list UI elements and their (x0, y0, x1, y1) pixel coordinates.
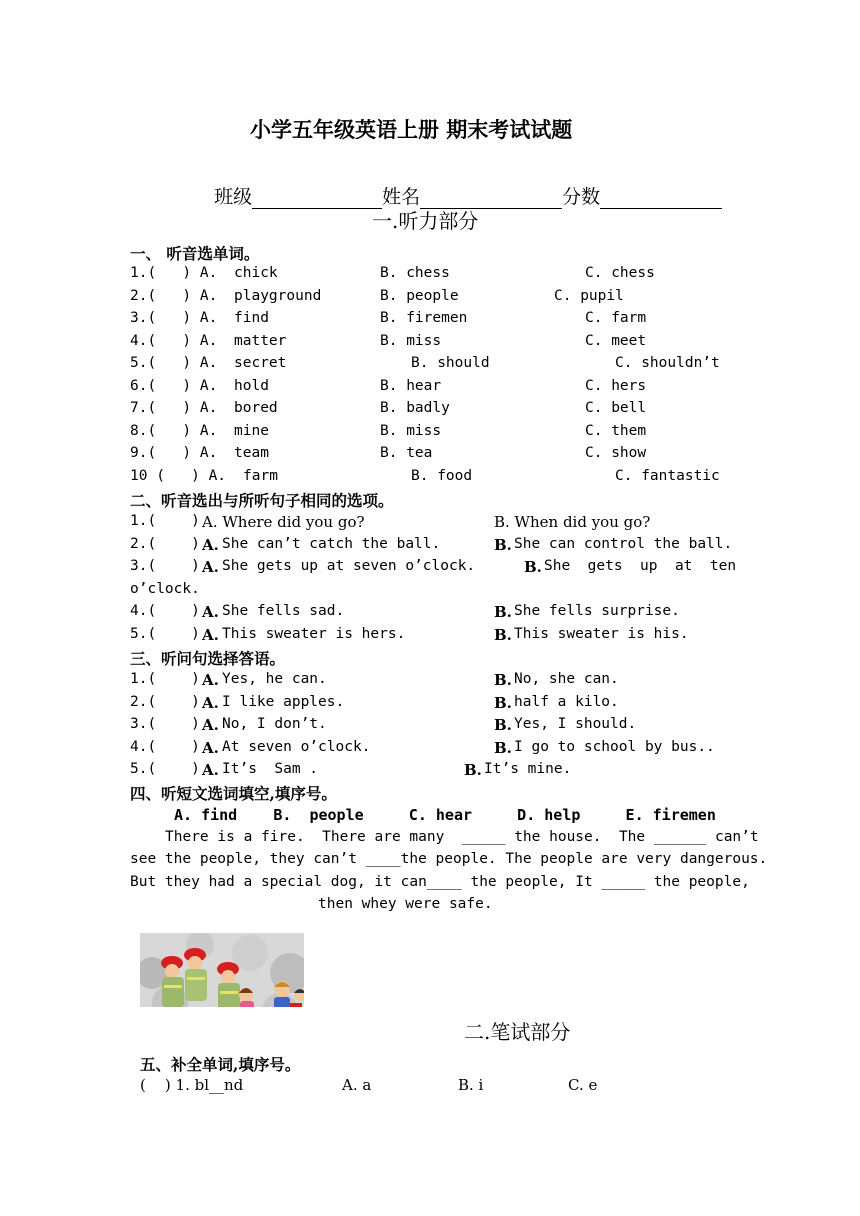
firemen-illustration-image (140, 933, 304, 1007)
word-options: A. find B. people C. hear D. help E. firemen (174, 806, 716, 824)
info-line (202, 160, 722, 209)
option-b: B. miss (380, 423, 442, 439)
option-c: C. fantastic (615, 468, 720, 484)
option-b: She can control the ball. (514, 536, 733, 552)
question-number: ( ) 1. bl__nd (140, 1076, 244, 1094)
option-b: I go to school by bus.. (514, 739, 715, 755)
sec4-heading: 四、听短文选词填空,填序号。 (130, 784, 337, 803)
option-b-letter: B. (494, 626, 512, 644)
option-a-letter: A. (202, 626, 219, 644)
option-a-letter: A. (202, 694, 219, 712)
option-c: C. them (585, 423, 647, 439)
option-a: Yes, he can. (222, 671, 327, 687)
option-a: chick (234, 265, 278, 281)
option-b-letter: B. (494, 671, 512, 689)
option-b-letter: B. (464, 761, 482, 779)
option-a-letter: A. (202, 536, 219, 554)
question-number: 3.( ) (130, 716, 200, 732)
option-a: team (234, 445, 269, 461)
option-a: At seven o’clock. (222, 739, 371, 755)
page-title: 小学五年级英语上册 期末考试试题 (250, 117, 573, 142)
option-a: hold (234, 378, 269, 394)
option-b: B. badly (380, 400, 450, 416)
option-b: B. firemen (380, 310, 468, 326)
option-a-letter: A. (202, 603, 219, 621)
fireman-1 (161, 956, 184, 1007)
option-a-letter: A. (202, 739, 219, 757)
option-a: matter (234, 333, 287, 349)
question-number: 9.( ) A. (130, 445, 218, 461)
option-a: I like apples. (222, 694, 345, 710)
option-c: C. shouldn’t (615, 355, 720, 371)
option-a: find (234, 310, 269, 326)
option-a: secret (234, 355, 287, 371)
passage-line: see the people, they can’t ____the people. The people are very dangerous. (130, 851, 768, 867)
question-number: 5.( ) (130, 761, 200, 777)
option-b: B. chess (380, 265, 450, 281)
option-b: B. people (380, 288, 459, 304)
class-label: 班级 (214, 186, 253, 208)
option-b: This sweater is his. (514, 626, 689, 642)
sec3-heading: 三、听问句选择答语。 (130, 649, 286, 668)
question-number: 5.( ) A. (130, 355, 218, 371)
option-b: B. miss (380, 333, 442, 349)
option-b: She gets up at ten (544, 558, 737, 574)
option-a-letter: A. (202, 761, 219, 779)
option-c: C. farm (585, 310, 647, 326)
passage-line: But they had a special dog, it can____ the people, It _____ the people, (130, 874, 750, 890)
option-a: A. Where did you go? (202, 513, 365, 531)
option-a: This sweater is hers. (222, 626, 406, 642)
question-number: 1.( ) (130, 513, 200, 529)
sec2-heading: 二、听音选出与所听句子相同的选项。 (130, 491, 394, 510)
option-b-letter: B. (494, 694, 512, 712)
question-number: 5.( ) (130, 626, 200, 642)
option-b-letter: B. (494, 536, 512, 554)
option-a: A. a (342, 1076, 372, 1094)
fireman-2 (184, 948, 207, 1001)
option-a: It’s Sam . (222, 761, 319, 777)
option-c: C. pupil (554, 288, 624, 304)
option-a: bored (234, 400, 278, 416)
question-number: 4.( ) (130, 603, 200, 619)
option-c: C. hers (585, 378, 647, 394)
question-number: 6.( ) A. (130, 378, 218, 394)
option-a: She fells sad. (222, 603, 345, 619)
option-b: She fells surprise. (514, 603, 680, 619)
option-b-letter: B. (524, 558, 542, 576)
passage-line: There is a fire. There are many _____ the house. The ______ can’t (165, 829, 759, 845)
question-number: 10 ( ) A. (130, 468, 227, 484)
option-a-letter: A. (202, 558, 219, 576)
question-number: 8.( ) A. (130, 423, 218, 439)
sec5-heading: 五、补全单词,填序号。 (140, 1055, 301, 1074)
option-a: farm (243, 468, 278, 484)
question-number: 3.( ) (130, 558, 200, 574)
fireman-3 (217, 962, 240, 1007)
part1-title: 一.听力部分 (372, 209, 479, 233)
option-b-letter: B. (494, 603, 512, 621)
question-number: 4.( ) (130, 739, 200, 755)
option-a-letter: A. (202, 671, 219, 689)
option-b: It’s mine. (484, 761, 572, 777)
option-a: She gets up at seven o’clock. (222, 558, 476, 574)
option-a: mine (234, 423, 269, 439)
option-b: B. i (458, 1076, 484, 1094)
option-c: C. show (585, 445, 647, 461)
option-b-letter: B. (494, 739, 512, 757)
option-a-letter: A. (202, 716, 219, 734)
option-b: half a kilo. (514, 694, 619, 710)
passage-line: then whey were safe. (318, 896, 493, 912)
option-b: No, she can. (514, 671, 619, 687)
score-label: 分数 (562, 186, 601, 208)
sec1-heading: 一、 听音选单词。 (130, 244, 260, 263)
option-b: B. hear (380, 378, 442, 394)
option-b-letter: B. (494, 716, 512, 734)
question-number: 1.( ) (130, 671, 200, 687)
option-b: B. should (411, 355, 490, 371)
question-number: 2.( ) (130, 536, 200, 552)
part2-title: 二.笔试部分 (464, 1020, 571, 1044)
question-number: 1.( ) A. (130, 265, 218, 281)
option-b: B. tea (380, 445, 433, 461)
option-c: C. meet (585, 333, 647, 349)
option-b: B. When did you go? (494, 513, 651, 531)
option-c: C. bell (585, 400, 647, 416)
option-a: No, I don’t. (222, 716, 327, 732)
question-number: 2.( ) A. (130, 288, 218, 304)
name-label: 姓名 (382, 186, 421, 208)
option-a: She can’t catch the ball. (222, 536, 441, 552)
score-blank[interactable] (600, 190, 722, 209)
option-b-continued: o’clock. (130, 581, 200, 597)
option-a: playground (234, 288, 322, 304)
option-c: C. e (568, 1076, 598, 1094)
question-number: 2.( ) (130, 694, 200, 710)
option-b: Yes, I should. (514, 716, 637, 732)
question-number: 3.( ) A. (130, 310, 218, 326)
class-blank[interactable] (252, 190, 382, 209)
question-number: 7.( ) A. (130, 400, 218, 416)
firemen-illustration (130, 914, 304, 1007)
question-number: 4.( ) A. (130, 333, 218, 349)
option-c: C. chess (585, 265, 655, 281)
option-b: B. food (411, 468, 473, 484)
